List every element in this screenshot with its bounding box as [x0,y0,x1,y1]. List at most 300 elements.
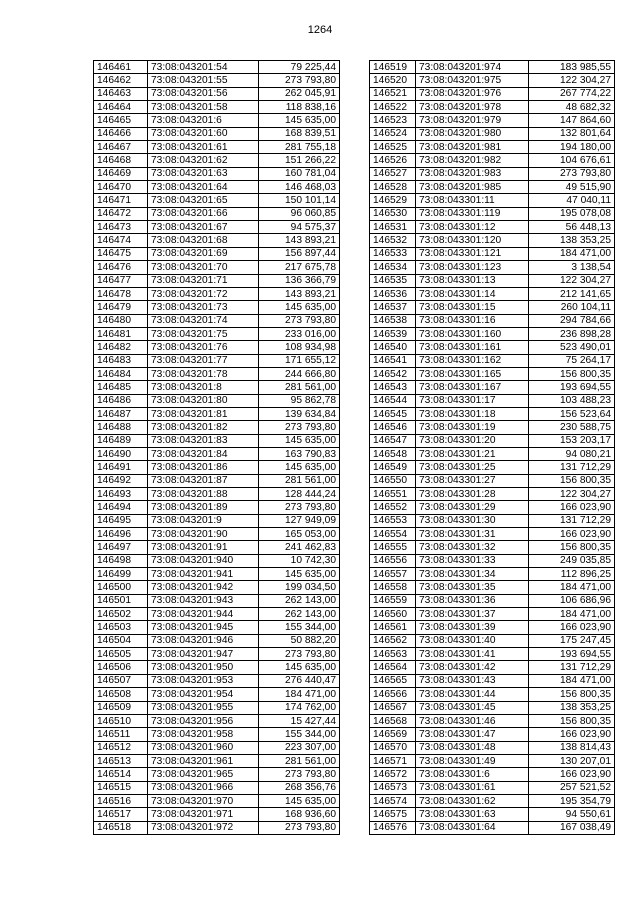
table-row [94,554,340,567]
row-number: 146513 [94,754,148,767]
row-number: 146534 [370,261,416,274]
cadastral-number: 73:08:043201:67 [148,221,259,234]
cadastral-number: 73:08:043301:160 [416,327,529,340]
row-number: 146576 [370,821,416,834]
row-number: 146563 [370,648,416,661]
table-row [94,714,340,727]
cadastral-value: 165 053,00 [259,528,340,541]
row-number: 146493 [94,488,148,501]
cadastral-value: 273 793,80 [259,768,340,781]
table-row [370,301,615,314]
cadastral-number: 73:08:043301:161 [416,341,529,354]
cadastral-value: 145 635,00 [259,301,340,314]
cadastral-value: 156 897,44 [259,247,340,260]
cadastral-value: 131 712,29 [529,514,615,527]
cadastral-number: 73:08:043201:74 [148,314,259,327]
cadastral-number: 73:08:043201:974 [416,61,529,74]
cadastral-value: 75 264,17 [529,354,615,367]
table-row [370,501,615,514]
table-row [94,821,340,834]
cadastral-number: 73:08:043301:119 [416,207,529,220]
cadastral-value: 127 949,09 [259,514,340,527]
row-number: 146547 [370,434,416,447]
table-row [370,608,615,621]
cadastral-value: 262 143,00 [259,608,340,621]
table-row [94,541,340,554]
row-number: 146525 [370,141,416,154]
table-row [94,568,340,581]
table-row [370,314,615,327]
cadastral-number: 73:08:043201:943 [148,594,259,607]
cadastral-number: 73:08:043201:960 [148,741,259,754]
cadastral-value: 294 784,66 [529,314,615,327]
row-number: 146545 [370,407,416,420]
cadastral-value: 156 800,35 [529,714,615,727]
cadastral-value: 267 774,22 [529,87,615,100]
row-number: 146512 [94,741,148,754]
row-number: 146482 [94,341,148,354]
table-row [370,141,615,154]
row-number: 146562 [370,634,416,647]
table-row [370,568,615,581]
cadastral-number: 73:08:043301:120 [416,234,529,247]
cadastral-number: 73:08:043301:32 [416,541,529,554]
cadastral-value: 281 755,18 [259,141,340,154]
cadastral-value: 273 793,80 [259,501,340,514]
table-row [370,127,615,140]
cadastral-value: 244 666,80 [259,367,340,380]
cadastral-value: 132 801,64 [529,127,615,140]
cadastral-number: 73:08:043301:29 [416,501,529,514]
cadastral-number: 73:08:043301:41 [416,648,529,661]
cadastral-number: 73:08:043301:64 [416,821,529,834]
register-table-left [93,60,340,835]
table-row [370,754,615,767]
cadastral-number: 73:08:043201:69 [148,247,259,260]
cadastral-value: 47 040,11 [529,194,615,207]
table-row [94,221,340,234]
table-row [370,261,615,274]
table-row [94,261,340,274]
row-number: 146521 [370,87,416,100]
row-number: 146572 [370,768,416,781]
table-row [94,674,340,687]
table-row [94,701,340,714]
row-number: 146477 [94,274,148,287]
cadastral-value: 184 471,00 [529,581,615,594]
row-number: 146530 [370,207,416,220]
table-row [370,287,615,300]
table-row [94,648,340,661]
row-number: 146487 [94,407,148,420]
table-row [94,488,340,501]
cadastral-value: 193 694,55 [529,381,615,394]
cadastral-value: 143 893,21 [259,234,340,247]
row-number: 146543 [370,381,416,394]
table-row [370,447,615,460]
cadastral-value: 184 471,00 [529,247,615,260]
cadastral-value: 106 686,96 [529,594,615,607]
cadastral-value: 136 366,79 [259,274,340,287]
cadastral-number: 73:08:043301:40 [416,634,529,647]
cadastral-value: 147 864,60 [529,114,615,127]
cadastral-number: 73:08:043201:72 [148,287,259,300]
row-number: 146568 [370,714,416,727]
cadastral-value: 145 635,00 [259,661,340,674]
row-number: 146507 [94,674,148,687]
row-number: 146516 [94,794,148,807]
row-number: 146557 [370,568,416,581]
cadastral-value: 151 266,22 [259,154,340,167]
cadastral-value: 145 635,00 [259,568,340,581]
row-number: 146505 [94,648,148,661]
cadastral-number: 73:08:043301:39 [416,621,529,634]
cadastral-value: 160 781,04 [259,167,340,180]
row-number: 146489 [94,434,148,447]
table-row [94,301,340,314]
table-row [94,407,340,420]
cadastral-number: 73:08:043201:976 [416,87,529,100]
cadastral-value: 155 344,00 [259,728,340,741]
cadastral-number: 73:08:043201:70 [148,261,259,274]
cadastral-value: 145 635,00 [259,114,340,127]
cadastral-value: 122 304,27 [529,488,615,501]
cadastral-number: 73:08:043201:961 [148,754,259,767]
table-row [370,821,615,834]
page-number: 1264 [307,24,333,36]
cadastral-value: 262 143,00 [259,594,340,607]
row-number: 146490 [94,447,148,460]
table-row [94,207,340,220]
table-row [94,194,340,207]
table-row [370,621,615,634]
cadastral-value: 96 060,85 [259,207,340,220]
row-number: 146488 [94,421,148,434]
table-row [370,674,615,687]
cadastral-number: 73:08:043301:37 [416,608,529,621]
cadastral-value: 79 225,44 [259,61,340,74]
table-row [370,701,615,714]
cadastral-value: 166 023,90 [529,501,615,514]
cadastral-value: 184 471,00 [529,674,615,687]
row-number: 146495 [94,514,148,527]
row-number: 146528 [370,181,416,194]
cadastral-number: 73:08:043201:91 [148,541,259,554]
cadastral-value: 49 515,90 [529,181,615,194]
row-number: 146492 [94,474,148,487]
cadastral-value: 104 676,61 [529,154,615,167]
cadastral-number: 73:08:043201:65 [148,194,259,207]
cadastral-number: 73:08:043201:946 [148,634,259,647]
cadastral-value: 145 635,00 [259,794,340,807]
table-row [94,474,340,487]
cadastral-value: 233 016,00 [259,327,340,340]
row-number: 146553 [370,514,416,527]
table-row [94,381,340,394]
table-row [94,394,340,407]
cadastral-number: 73:08:043301:48 [416,741,529,754]
cadastral-value: 166 023,90 [529,621,615,634]
cadastral-value: 273 793,80 [259,648,340,661]
cadastral-value: 155 344,00 [259,621,340,634]
table-row [370,421,615,434]
cadastral-number: 73:08:043201:942 [148,581,259,594]
row-number: 146511 [94,728,148,741]
cadastral-number: 73:08:043201:76 [148,341,259,354]
cadastral-number: 73:08:043301:6 [416,768,529,781]
table-row [370,688,615,701]
table-row [370,61,615,74]
cadastral-number: 73:08:043201:55 [148,74,259,87]
row-number: 146539 [370,327,416,340]
cadastral-number: 73:08:043301:42 [416,661,529,674]
row-number: 146467 [94,141,148,154]
cadastral-value: 3 138,54 [529,261,615,274]
cadastral-value: 122 304,27 [529,274,615,287]
table-row [370,434,615,447]
row-number: 146502 [94,608,148,621]
cadastral-number: 73:08:043201:80 [148,394,259,407]
row-number: 146494 [94,501,148,514]
cadastral-value: 184 471,00 [259,688,340,701]
table-row [94,741,340,754]
cadastral-number: 73:08:043201:58 [148,101,259,114]
cadastral-number: 73:08:043201:90 [148,528,259,541]
cadastral-number: 73:08:043301:28 [416,488,529,501]
row-number: 146527 [370,167,416,180]
table-row [94,87,340,100]
table-row [370,528,615,541]
cadastral-value: 153 203,17 [529,434,615,447]
row-number: 146531 [370,221,416,234]
table-row [94,287,340,300]
cadastral-number: 73:08:043301:33 [416,554,529,567]
table-row [370,274,615,287]
row-number: 146540 [370,341,416,354]
table-row [370,221,615,234]
row-number: 146565 [370,674,416,687]
cadastral-value: 168 839,51 [259,127,340,140]
row-number: 146499 [94,568,148,581]
cadastral-value: 103 488,23 [529,394,615,407]
table-row [94,101,340,114]
row-number: 146566 [370,688,416,701]
cadastral-value: 95 862,78 [259,394,340,407]
table-row [94,274,340,287]
row-number: 146464 [94,101,148,114]
table-row [94,768,340,781]
row-number: 146485 [94,381,148,394]
table-row [370,808,615,821]
cadastral-value: 230 588,75 [529,421,615,434]
cadastral-value: 131 712,29 [529,661,615,674]
cadastral-number: 73:08:043201:54 [148,61,259,74]
row-number: 146506 [94,661,148,674]
cadastral-number: 73:08:043201:978 [416,101,529,114]
row-number: 146519 [370,61,416,74]
cadastral-value: 145 635,00 [259,434,340,447]
cadastral-value: 156 800,35 [529,688,615,701]
table-row [94,501,340,514]
row-number: 146549 [370,461,416,474]
cadastral-number: 73:08:043201:972 [148,821,259,834]
cadastral-number: 73:08:043301:17 [416,394,529,407]
cadastral-number: 73:08:043301:31 [416,528,529,541]
table-row [370,87,615,100]
table-row [94,354,340,367]
row-number: 146544 [370,394,416,407]
cadastral-number: 73:08:043201:956 [148,714,259,727]
cadastral-value: 273 793,80 [259,821,340,834]
row-number: 146491 [94,461,148,474]
row-number: 146465 [94,114,148,127]
table-row [370,381,615,394]
cadastral-value: 257 521,52 [529,781,615,794]
row-number: 146476 [94,261,148,274]
cadastral-number: 73:08:043201:81 [148,407,259,420]
row-number: 146574 [370,794,416,807]
cadastral-value: 167 038,49 [529,821,615,834]
row-number: 146559 [370,594,416,607]
row-number: 146472 [94,207,148,220]
table-row [370,341,615,354]
cadastral-number: 73:08:043301:12 [416,221,529,234]
cadastral-number: 73:08:043301:46 [416,714,529,727]
table-row [94,461,340,474]
row-number: 146501 [94,594,148,607]
cadastral-value: 281 561,00 [259,381,340,394]
cadastral-number: 73:08:043301:49 [416,754,529,767]
cadastral-number: 73:08:043301:167 [416,381,529,394]
cadastral-number: 73:08:043301:21 [416,447,529,460]
cadastral-number: 73:08:043301:44 [416,688,529,701]
cadastral-value: 166 023,90 [529,528,615,541]
row-number: 146573 [370,781,416,794]
row-number: 146541 [370,354,416,367]
table-row [370,581,615,594]
cadastral-value: 273 793,80 [259,421,340,434]
cadastral-number: 73:08:043301:63 [416,808,529,821]
row-number: 146542 [370,367,416,380]
cadastral-number: 73:08:043301:11 [416,194,529,207]
cadastral-value: 171 655,12 [259,354,340,367]
cadastral-value: 130 207,01 [529,754,615,767]
table-row [94,754,340,767]
table-row [370,114,615,127]
cadastral-value: 212 141,65 [529,287,615,300]
cadastral-value: 273 793,80 [259,314,340,327]
row-number: 146537 [370,301,416,314]
cadastral-value: 10 742,30 [259,554,340,567]
cadastral-number: 73:08:043301:25 [416,461,529,474]
row-number: 146569 [370,728,416,741]
cadastral-number: 73:08:043201:61 [148,141,259,154]
row-number: 146463 [94,87,148,100]
cadastral-number: 73:08:043301:30 [416,514,529,527]
table-row [94,247,340,260]
table-row [94,661,340,674]
table-row [94,794,340,807]
table-row [370,741,615,754]
table-row [370,407,615,420]
table-row [370,74,615,87]
row-number: 146567 [370,701,416,714]
table-row [370,768,615,781]
cadastral-number: 73:08:043301:14 [416,287,529,300]
cadastral-value: 281 561,00 [259,754,340,767]
cadastral-value: 156 523,64 [529,407,615,420]
table-row [370,634,615,647]
cadastral-number: 73:08:043201:940 [148,554,259,567]
cadastral-value: 139 634,84 [259,407,340,420]
cadastral-number: 73:08:043201:62 [148,154,259,167]
table-row [370,101,615,114]
cadastral-number: 73:08:043301:36 [416,594,529,607]
row-number: 146473 [94,221,148,234]
table-row [94,728,340,741]
table-row [94,127,340,140]
row-number: 146481 [94,327,148,340]
row-number: 146551 [370,488,416,501]
table-row [94,621,340,634]
cadastral-value: 184 471,00 [529,608,615,621]
cadastral-number: 73:08:043301:121 [416,247,529,260]
row-number: 146466 [94,127,148,140]
row-number: 146514 [94,768,148,781]
cadastral-number: 73:08:043201:87 [148,474,259,487]
cadastral-value: 163 790,83 [259,447,340,460]
cadastral-value: 108 934,98 [259,341,340,354]
table-row [370,714,615,727]
cadastral-number: 73:08:043301:62 [416,794,529,807]
cadastral-number: 73:08:043201:944 [148,608,259,621]
cadastral-number: 73:08:043201:82 [148,421,259,434]
cadastral-number: 73:08:043201:975 [416,74,529,87]
table-row [94,341,340,354]
cadastral-number: 73:08:043201:950 [148,661,259,674]
cadastral-value: 262 045,91 [259,87,340,100]
cadastral-number: 73:08:043301:47 [416,728,529,741]
table-row [370,461,615,474]
cadastral-value: 122 304,27 [529,74,615,87]
cadastral-number: 73:08:043301:61 [416,781,529,794]
table-row [94,514,340,527]
cadastral-number: 73:08:043301:34 [416,568,529,581]
cadastral-number: 73:08:043201:979 [416,114,529,127]
cadastral-number: 73:08:043201:86 [148,461,259,474]
cadastral-value: 156 800,35 [529,367,615,380]
table-row [370,661,615,674]
row-number: 146504 [94,634,148,647]
table-row [94,528,340,541]
cadastral-number: 73:08:043201:954 [148,688,259,701]
cadastral-value: 143 893,21 [259,287,340,300]
row-number: 146561 [370,621,416,634]
cadastral-number: 73:08:043301:13 [416,274,529,287]
cadastral-number: 73:08:043201:971 [148,808,259,821]
row-number: 146508 [94,688,148,701]
row-number: 146470 [94,181,148,194]
row-number: 146515 [94,781,148,794]
cadastral-value: 15 427,44 [259,714,340,727]
cadastral-value: 175 247,45 [529,634,615,647]
cadastral-value: 156 800,35 [529,474,615,487]
table-row [370,794,615,807]
cadastral-value: 156 800,35 [529,541,615,554]
cadastral-value: 112 896,25 [529,568,615,581]
row-number: 146529 [370,194,416,207]
cadastral-number: 73:08:043201:955 [148,701,259,714]
